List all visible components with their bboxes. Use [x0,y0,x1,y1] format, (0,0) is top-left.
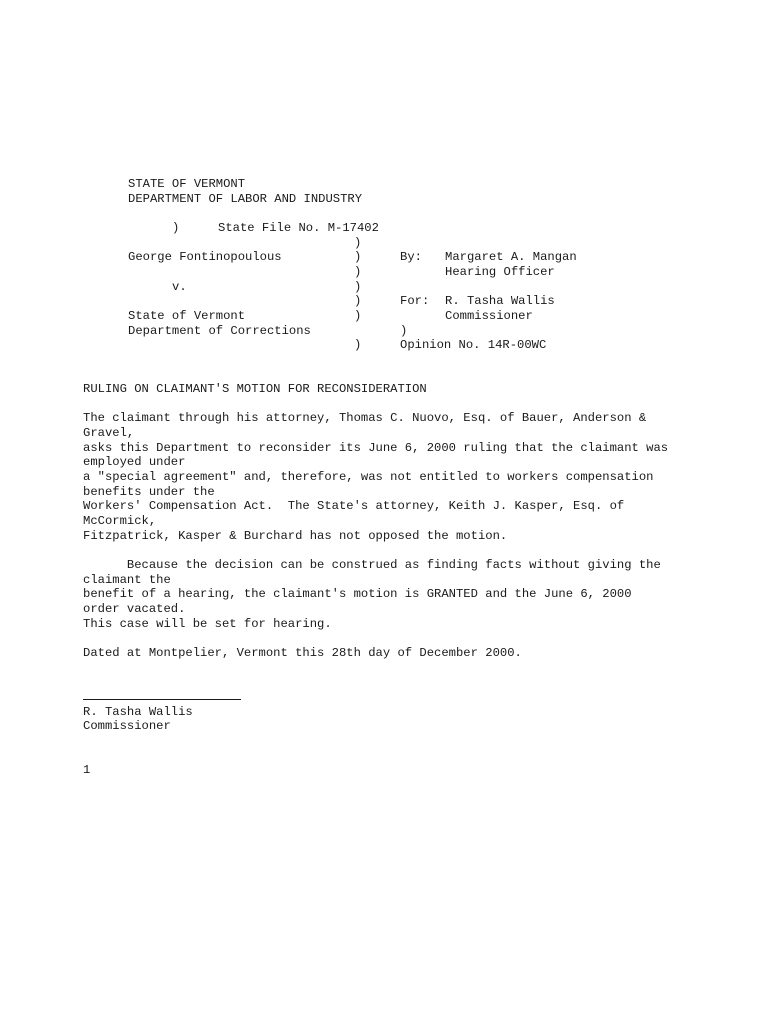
commissioner-name: R. Tasha Wallis [445,294,555,308]
paragraph-1-line: benefits under the [83,485,215,499]
signature-line [83,699,241,700]
ruling-title: RULING ON CLAIMANT'S MOTION FOR RECONSIDERATION [83,382,427,396]
dated-line: Dated at Montpelier, Vermont this 28th day of December 2000. [83,646,522,660]
caption-bracket: ) [354,338,362,352]
hearing-officer-name: Margaret A. Mangan [445,250,577,264]
paragraph-2-line: order vacated. [83,602,186,616]
caption-bracket: ) [354,280,362,294]
paragraph-1-line: asks this Department to reconsider its June 6, 2000 ruling that the claimant was [83,441,669,455]
by-label: By: [400,250,422,264]
caption-bracket: ) [354,294,362,308]
paragraph-1-line: employed under [83,455,186,469]
versus-label: v. [172,280,187,294]
paragraph-2-line: claimant the [83,573,171,587]
paragraph-1-line: Fitzpatrick, Kasper & Burchard has not opposed the motion. [83,529,508,543]
hearing-officer-title: Hearing Officer [445,265,555,279]
page-number: 1 [83,763,91,777]
paragraph-2-line: benefit of a hearing, the claimant's motion is GRANTED and the June 6, 2000 [83,587,632,601]
paragraph-1-line: Gravel, [83,426,135,440]
respondent-line-2: Department of Corrections [128,324,311,338]
paragraph-1-line: a "special agreement" and, therefore, was not entitled to workers compensation [83,470,654,484]
paragraph-1-line: Workers' Compensation Act. The State's attorney, Keith J. Kasper, Esq. of [83,499,625,513]
caption-bracket: ) [354,250,362,264]
for-label: For: [400,294,430,308]
caption-bracket: ) [354,265,362,279]
paragraph-1-line: McCormick, [83,514,157,528]
state-file-number: State File No. M-17402 [218,221,379,235]
caption-bracket: ) [354,309,362,323]
opinion-number: Opinion No. 14R-00WC [400,338,547,352]
signatory-name: R. Tasha Wallis [83,705,193,719]
signatory-title: Commissioner [83,719,171,733]
agency-line-2: DEPARTMENT OF LABOR AND INDUSTRY [128,192,363,206]
respondent-line-1: State of Vermont [128,309,246,323]
paragraph-2-line: Because the decision can be construed as finding facts without giving the [83,558,661,572]
agency-line-1: STATE OF VERMONT [128,177,246,191]
caption-bracket: ) [354,236,362,250]
claimant-name: George Fontinopoulous [128,250,282,264]
paragraph-2-line: This case will be set for hearing. [83,617,332,631]
caption-bracket: ) [400,324,408,338]
paragraph-1-line: The claimant through his attorney, Thomas C. Nuovo, Esq. of Bauer, Anderson & [83,411,647,425]
commissioner-title: Commissioner [445,309,533,323]
caption-bracket: ) [172,221,180,235]
